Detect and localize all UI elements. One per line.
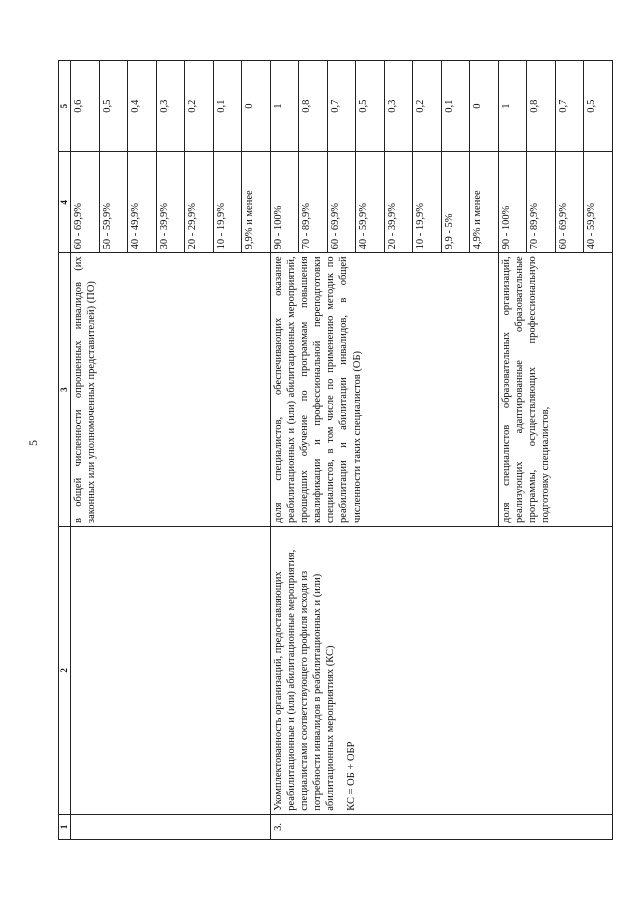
- table-row: [270, 61, 299, 840]
- value-cell: 0: [470, 61, 499, 152]
- value-cell: 0,5: [356, 61, 385, 152]
- range-cell: 50 - 59,9%: [99, 152, 128, 253]
- value-cell: 0,5: [584, 61, 613, 152]
- value-cell: 1: [270, 61, 299, 152]
- indicator-obr-cell: доля специалистов образовательных организаций, реализующих адаптированные образовательные программы, осуществляющих профессиональную подготовку специалистов,: [498, 253, 612, 527]
- criterion-number: 3.: [270, 814, 612, 839]
- value-cell: 0,3: [156, 61, 185, 152]
- value-cell: 0,1: [441, 61, 470, 152]
- criterion-title: Укомплектованность организаций, предоставляющих реабилитационные и (или) абилитационные мероприятия, специалистами соответствующего профиля исходя из потребности инвалидов в реабилитационных и (или) абилитационных мероприятиях (КС): [272, 549, 337, 811]
- range-cell: 20 - 29,9%: [185, 152, 214, 253]
- criterion-title-cell: [270, 527, 612, 815]
- header-col-3: 3: [59, 253, 71, 527]
- header-col-4: 4: [59, 152, 71, 253]
- range-cell: 60 - 69,9%: [71, 152, 100, 253]
- table-row: [71, 61, 100, 840]
- value-cell: 0,2: [185, 61, 214, 152]
- value-cell: 0,4: [128, 61, 157, 152]
- table-header-row: [59, 61, 71, 840]
- value-cell: 0,3: [384, 61, 413, 152]
- value-cell: 0,7: [555, 61, 584, 152]
- range-cell: 70 - 89,9%: [527, 152, 556, 253]
- document-page: [58, 60, 613, 840]
- value-cell: 0,1: [213, 61, 242, 152]
- range-cell: 90 - 100%: [270, 152, 299, 253]
- value-cell: 0,8: [527, 61, 556, 152]
- value-cell: 0,5: [99, 61, 128, 152]
- range-cell: 4,9% и менее: [470, 152, 499, 253]
- value-cell: 0,8: [299, 61, 328, 152]
- range-cell: 60 - 69,9%: [327, 152, 356, 253]
- range-cell: 10 - 19,9%: [213, 152, 242, 253]
- range-cell: 9,9% и менее: [242, 152, 271, 253]
- prev-title-cell: [71, 527, 271, 815]
- range-cell: 40 - 59,9%: [356, 152, 385, 253]
- range-cell: 40 - 59,9%: [584, 152, 613, 253]
- header-col-5: 5: [59, 61, 71, 152]
- range-cell: 70 - 89,9%: [299, 152, 328, 253]
- value-cell: 0,6: [71, 61, 100, 152]
- criteria-table: [58, 60, 613, 840]
- header-col-2: 2: [59, 527, 71, 815]
- range-cell: 40 - 49,9%: [128, 152, 157, 253]
- range-cell: 90 - 100%: [498, 152, 527, 253]
- range-cell: 9,9 - 5%: [441, 152, 470, 253]
- prev-number-cell: [71, 814, 271, 839]
- range-cell: 20 - 39,9%: [384, 152, 413, 253]
- value-cell: 0,7: [327, 61, 356, 152]
- value-cell: 0,2: [413, 61, 442, 152]
- header-col-1: 1: [59, 814, 71, 839]
- range-cell: 30 - 39,9%: [156, 152, 185, 253]
- value-cell: 0: [242, 61, 271, 152]
- range-cell: 10 - 19,9%: [413, 152, 442, 253]
- page-number: 5: [26, 440, 40, 446]
- prev-indicator-cell: в общей численности опрошенных инвалидов (их законных или уполномоченных представителей) (ПО): [71, 253, 271, 527]
- criterion-formula: КС = ОБ + ОБР: [346, 741, 358, 811]
- range-cell: 60 - 69,9%: [555, 152, 584, 253]
- indicator-ob-cell: доля специалистов, обеспечивающих оказание реабилитационных и (или) абилитационных мероприятий, прошедших обучение по программам повышения квалификации и профессиональной переподготовки специалистов, в том числе по применению методик по реабилитации и абилитации инвалидов, в общей численности таких специалистов (ОБ): [270, 253, 498, 527]
- value-cell: 1: [498, 61, 527, 152]
